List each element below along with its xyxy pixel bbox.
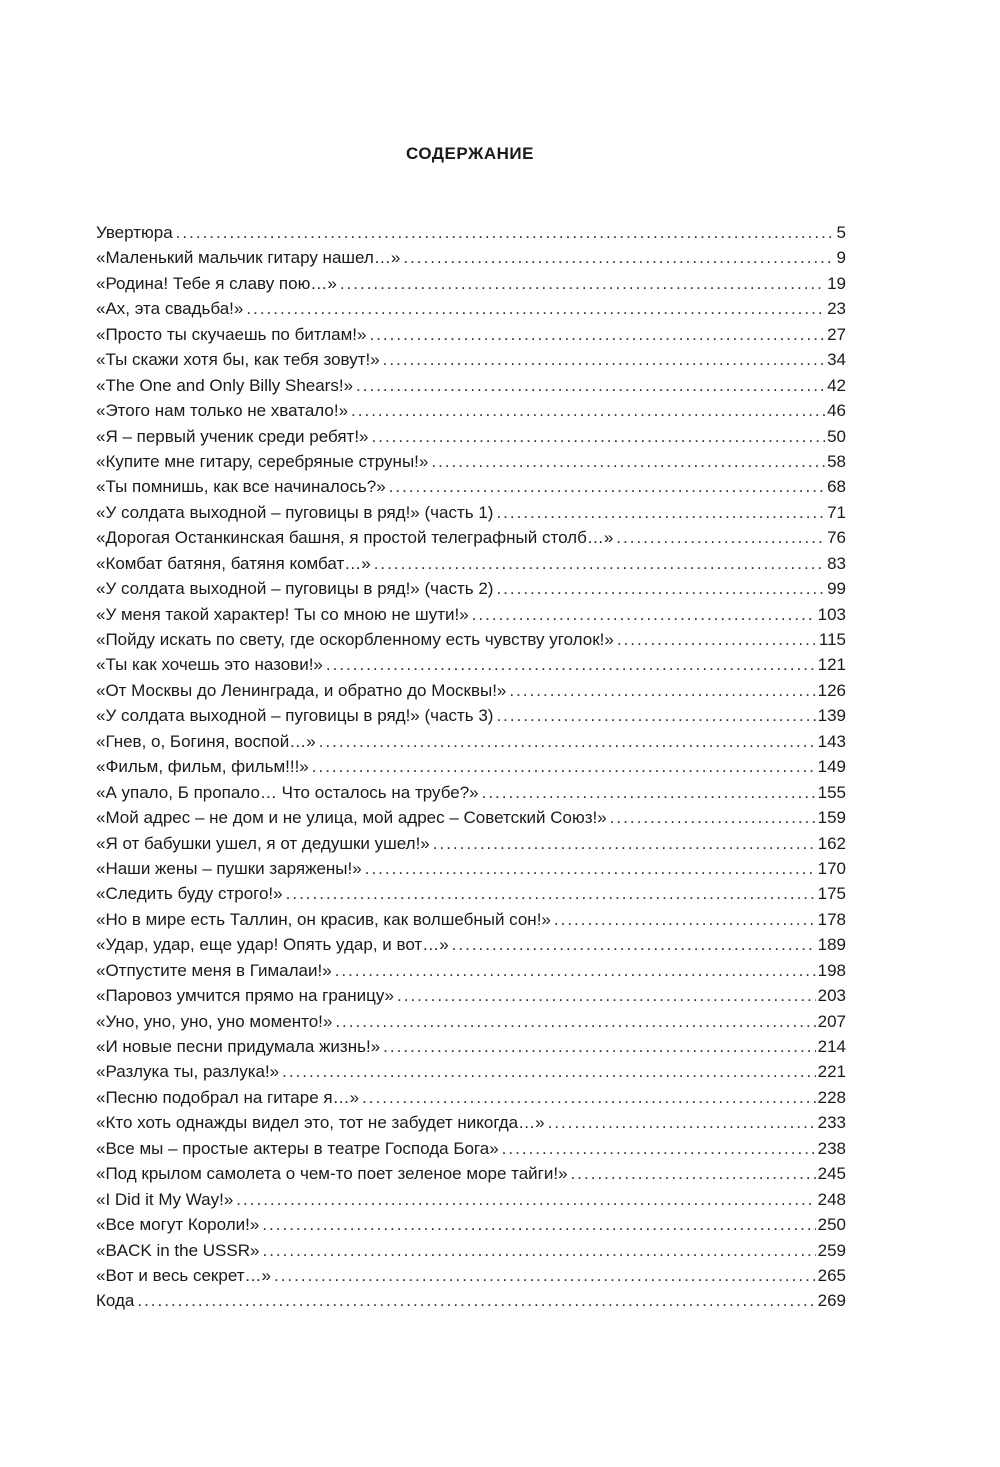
toc-entry-title: «Песню подобрал на гитаре я…» bbox=[96, 1087, 360, 1107]
toc-entry-title: Кода bbox=[96, 1291, 135, 1311]
toc-entry-title: «Купите мне гитару, серебряные струны!» bbox=[96, 451, 429, 471]
toc-leader-dots bbox=[403, 245, 834, 270]
toc-entry-page-number: 83 bbox=[827, 553, 846, 573]
toc-entry-page-number: 27 bbox=[827, 324, 846, 344]
toc-entry bbox=[96, 1263, 846, 1288]
toc-entry bbox=[96, 474, 846, 499]
toc-entry-title: «И новые песни придумала жизнь!» bbox=[96, 1037, 381, 1056]
toc-entry-page-number: 99 bbox=[827, 579, 846, 599]
toc-leader-dots bbox=[554, 907, 816, 932]
toc-entry-title: «Вот и весь секрет…» bbox=[96, 1265, 271, 1285]
toc-entry-page-number: 58 bbox=[827, 451, 846, 471]
toc-entry-title: «Кто хоть однажды видел это, тот не забудет никогда…» bbox=[96, 1113, 545, 1133]
toc-entry bbox=[96, 1009, 846, 1034]
toc-leader-dots bbox=[246, 296, 825, 321]
toc-entry-title: «Наши жены – пушки заряжены!» bbox=[96, 858, 362, 878]
toc-entry-title: «Просто ты скучаешь по битлам!» bbox=[96, 324, 367, 344]
toc-entry-title: «Уно, уно, уно, уно моменто!» bbox=[96, 1011, 333, 1031]
toc-leader-dots bbox=[496, 703, 815, 728]
toc-leader-dots bbox=[326, 652, 816, 677]
toc-entry-title: «Все мы – простые актеры в театре Господа Бога» bbox=[96, 1138, 499, 1158]
toc-leader-dots bbox=[383, 1034, 815, 1059]
toc-entry bbox=[96, 1059, 846, 1084]
toc-leader-dots bbox=[548, 1110, 816, 1135]
toc-entry-title: «The One and Only Billy Shears!» bbox=[96, 375, 354, 395]
toc-entry-title: «Ты как хочешь это назови!» bbox=[96, 655, 323, 675]
toc-entry-page-number: 19 bbox=[827, 273, 846, 293]
toc-entry-title: «BACK in the USSR» bbox=[96, 1240, 260, 1260]
toc-entry-page-number: 159 bbox=[817, 808, 846, 828]
toc-entry-page-number: 103 bbox=[817, 604, 846, 624]
toc-entry bbox=[96, 1110, 846, 1135]
toc-entry-page-number: 248 bbox=[817, 1189, 846, 1209]
toc-leader-dots bbox=[274, 1263, 816, 1288]
toc-entry-title: «Фильм, фильм, фильм!!!» bbox=[96, 757, 309, 777]
toc-entry-title: «Комбат батяня, батяня комбат…» bbox=[96, 553, 371, 573]
toc-entry-title: «У солдата выходной – пуговицы в ряд!» (часть 3) bbox=[96, 706, 494, 726]
toc-entry-page-number: 265 bbox=[817, 1265, 846, 1285]
toc-entry bbox=[96, 729, 846, 754]
toc-leader-dots bbox=[383, 347, 825, 372]
toc-entry bbox=[96, 424, 846, 449]
toc-leader-dots bbox=[617, 627, 817, 652]
toc-leader-dots bbox=[472, 602, 816, 627]
toc-entry bbox=[96, 398, 846, 423]
toc-entry bbox=[96, 703, 846, 728]
toc-entry-page-number: 259 bbox=[817, 1240, 846, 1260]
toc-entry-page-number: 198 bbox=[817, 960, 846, 980]
toc-leader-dots bbox=[496, 500, 825, 525]
toc-entry-title: Увертюра bbox=[96, 223, 173, 242]
toc-leader-dots bbox=[369, 322, 825, 347]
toc-entry-page-number: 238 bbox=[817, 1138, 846, 1158]
toc-entry bbox=[96, 449, 846, 474]
toc-entry bbox=[96, 983, 846, 1008]
toc-entry bbox=[96, 881, 846, 906]
toc-entry-title: «Все могут Короли!» bbox=[96, 1215, 260, 1235]
toc-entry-page-number: 245 bbox=[817, 1164, 846, 1184]
toc-entry bbox=[96, 500, 846, 525]
toc-entry bbox=[96, 525, 846, 550]
toc-leader-dots bbox=[389, 474, 825, 499]
toc-entry bbox=[96, 678, 846, 703]
toc-entry-page-number: 250 bbox=[817, 1215, 846, 1235]
toc-entry bbox=[96, 1034, 846, 1059]
toc-leader-dots bbox=[397, 983, 816, 1008]
toc-entry-title: «Паровоз умчится прямо на границу» bbox=[96, 986, 395, 1006]
toc-leader-dots bbox=[262, 1212, 815, 1237]
toc-entry-page-number: 23 bbox=[827, 299, 846, 319]
toc-entry-page-number: 175 bbox=[817, 884, 846, 904]
toc-entry bbox=[96, 1136, 846, 1161]
toc-leader-dots bbox=[610, 805, 816, 830]
toc-leader-dots bbox=[282, 1059, 815, 1084]
toc-leader-dots bbox=[351, 398, 825, 423]
toc-entry bbox=[96, 932, 846, 957]
toc-entry bbox=[96, 271, 846, 296]
toc-entry bbox=[96, 652, 846, 677]
toc-entry-page-number: 214 bbox=[817, 1037, 846, 1056]
toc-entry bbox=[96, 551, 846, 576]
toc-entry-page-number: 178 bbox=[817, 909, 846, 929]
toc-entry-page-number: 143 bbox=[817, 731, 846, 751]
toc-entry-title: «Ты скажи хотя бы, как тебя зовут!» bbox=[96, 350, 380, 370]
toc-leader-dots bbox=[433, 831, 816, 856]
toc-entry-page-number: 189 bbox=[817, 935, 846, 955]
toc-leader-dots bbox=[452, 932, 816, 957]
toc-entry bbox=[96, 1161, 846, 1186]
toc-entry-page-number: 42 bbox=[827, 375, 846, 395]
toc-entry bbox=[96, 780, 846, 805]
toc-entry-title: «А упало, Б пропало… Что осталось на трубе?» bbox=[96, 782, 479, 802]
toc-entry bbox=[96, 805, 846, 830]
toc-entry bbox=[96, 576, 846, 601]
toc-entry bbox=[96, 296, 846, 321]
toc-entry-page-number: 5 bbox=[836, 223, 846, 242]
toc-entry-title: «Удар, удар, еще удар! Опять удар, и вот…» bbox=[96, 935, 449, 955]
toc-leader-dots bbox=[502, 1136, 816, 1161]
toc-leader-dots bbox=[236, 1187, 815, 1212]
toc-leader-dots bbox=[616, 525, 825, 550]
toc-leader-dots bbox=[431, 449, 825, 474]
toc-entry-page-number: 71 bbox=[827, 502, 846, 522]
toc-leader-dots bbox=[312, 754, 816, 779]
toc-entry-page-number: 46 bbox=[827, 401, 846, 421]
toc-entry bbox=[96, 754, 846, 779]
toc-entry-page-number: 203 bbox=[817, 986, 846, 1006]
toc-entry bbox=[96, 958, 846, 983]
toc-entry-title: «Пойду искать по свету, где оскорбленному есть чувству уголок!» bbox=[96, 630, 614, 649]
toc-entry bbox=[96, 322, 846, 347]
toc-entry bbox=[96, 627, 846, 652]
table-of-contents bbox=[96, 220, 846, 1314]
toc-entry-page-number: 170 bbox=[817, 858, 846, 878]
toc-leader-dots bbox=[374, 551, 825, 576]
toc-entry-page-number: 269 bbox=[817, 1291, 846, 1311]
toc-leader-dots bbox=[340, 271, 825, 296]
toc-leader-dots bbox=[335, 958, 816, 983]
toc-entry-page-number: 233 bbox=[817, 1113, 846, 1133]
toc-entry-title: «Маленький мальчик гитару нашел…» bbox=[96, 248, 401, 268]
page-title: СОДЕРЖАНИЕ bbox=[406, 144, 534, 163]
toc-entry-page-number: 221 bbox=[817, 1062, 846, 1082]
toc-entry bbox=[96, 220, 846, 245]
toc-leader-dots bbox=[356, 373, 825, 398]
toc-entry bbox=[96, 1238, 846, 1263]
toc-leader-dots bbox=[262, 1238, 815, 1263]
toc-leader-dots bbox=[137, 1288, 815, 1313]
toc-entry-page-number: 121 bbox=[817, 655, 846, 675]
toc-entry-title: «Под крылом самолета о чем-то поет зеленое море тайги!» bbox=[96, 1164, 568, 1184]
toc-entry-title: «I Did it My Way!» bbox=[96, 1189, 234, 1209]
toc-entry-page-number: 115 bbox=[818, 630, 846, 649]
toc-entry-title: «Разлука ты, разлука!» bbox=[96, 1062, 280, 1082]
toc-entry-page-number: 149 bbox=[817, 757, 846, 777]
toc-leader-dots bbox=[482, 780, 816, 805]
toc-entry-title: «У меня такой характер! Ты со мною не шути!» bbox=[96, 604, 469, 624]
toc-entry-title: «Мой адрес – не дом и не улица, мой адрес – Советский Союз!» bbox=[96, 808, 607, 828]
toc-leader-dots bbox=[286, 881, 816, 906]
toc-entry bbox=[96, 831, 846, 856]
toc-entry-page-number: 155 bbox=[817, 782, 846, 802]
toc-entry-title: «Ты помнишь, как все начиналось?» bbox=[96, 477, 386, 497]
toc-entry bbox=[96, 1187, 846, 1212]
toc-entry-title: «У солдата выходной – пуговицы в ряд!» (часть 2) bbox=[96, 579, 494, 599]
toc-entry bbox=[96, 1085, 846, 1110]
toc-entry-title: «Я от бабушки ушел, я от дедушки ушел!» bbox=[96, 833, 430, 853]
toc-entry-title: «Но в мире есть Таллин, он красив, как волшебный сон!» bbox=[96, 909, 551, 929]
toc-entry-title: «Я – первый ученик среди ребят!» bbox=[96, 426, 369, 446]
toc-entry-page-number: 207 bbox=[817, 1011, 846, 1031]
toc-leader-dots bbox=[496, 576, 825, 601]
toc-entry-title: «Этого нам только не хватало!» bbox=[96, 401, 349, 421]
toc-leader-dots bbox=[335, 1009, 815, 1034]
toc-entry bbox=[96, 347, 846, 372]
toc-leader-dots bbox=[571, 1161, 816, 1186]
toc-entry-page-number: 68 bbox=[827, 477, 846, 497]
toc-entry-page-number: 162 bbox=[817, 833, 846, 853]
toc-entry-page-number: 50 bbox=[827, 426, 846, 446]
toc-entry-title: «Дорогая Останкинская башня, я простой телеграфный столб…» bbox=[96, 528, 614, 548]
toc-entry-page-number: 9 bbox=[836, 248, 846, 268]
toc-entry bbox=[96, 1212, 846, 1237]
toc-entry-page-number: 34 bbox=[827, 350, 846, 370]
toc-leader-dots bbox=[372, 424, 826, 449]
toc-entry-title: «Следить буду строго!» bbox=[96, 884, 283, 904]
toc-entry bbox=[96, 373, 846, 398]
toc-leader-dots bbox=[362, 1085, 816, 1110]
toc-entry-page-number: 228 bbox=[817, 1087, 846, 1107]
toc-entry bbox=[96, 856, 846, 881]
toc-leader-dots bbox=[319, 729, 816, 754]
toc-entry-title: «Отпустите меня в Гималаи!» bbox=[96, 960, 332, 980]
toc-entry-title: «От Москвы до Ленинграда, и обратно до Москвы!» bbox=[96, 680, 507, 700]
toc-leader-dots bbox=[176, 220, 835, 245]
toc-entry bbox=[96, 1288, 846, 1313]
toc-entry-page-number: 126 bbox=[817, 680, 846, 700]
toc-entry-page-number: 139 bbox=[817, 706, 846, 726]
toc-leader-dots bbox=[365, 856, 816, 881]
toc-entry-title: «Гнев, о, Богиня, воспой…» bbox=[96, 731, 316, 751]
toc-entry bbox=[96, 602, 846, 627]
toc-entry-title: «Ах, эта свадьба!» bbox=[96, 299, 244, 319]
toc-leader-dots bbox=[509, 678, 815, 703]
toc-entry-title: «У солдата выходной – пуговицы в ряд!» (часть 1) bbox=[96, 502, 494, 522]
toc-entry-title: «Родина! Тебе я славу пою…» bbox=[96, 273, 337, 293]
toc-entry bbox=[96, 907, 846, 932]
toc-entry-page-number: 76 bbox=[827, 528, 846, 548]
toc-entry bbox=[96, 245, 846, 270]
